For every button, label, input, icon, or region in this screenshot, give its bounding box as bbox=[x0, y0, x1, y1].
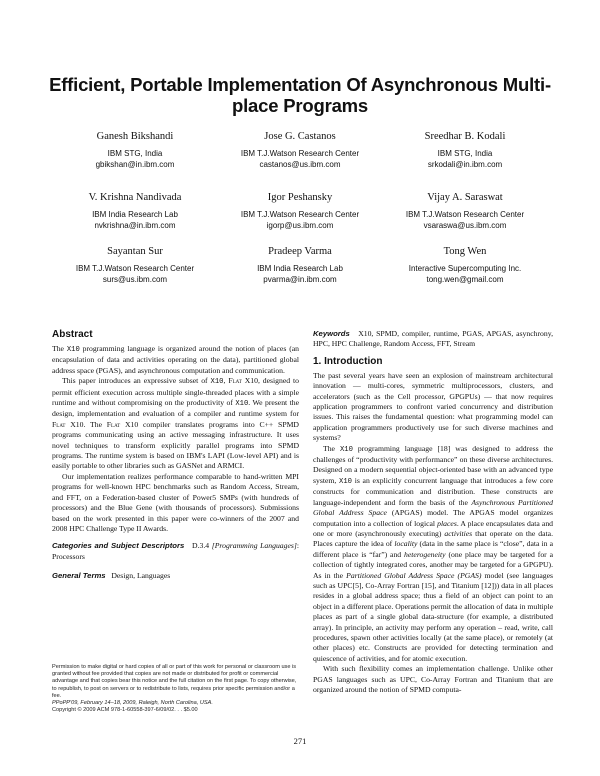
author-name: Igor Peshansky bbox=[267, 192, 333, 203]
right-column bbox=[313, 329, 553, 695]
paper-title: Efficient, Portable Implementation Of Asynchronous Multi-place Programs bbox=[49, 74, 551, 116]
author-affiliation: IBM T.J.Watson Research Center bbox=[240, 210, 360, 219]
author-affiliation: IBM India Research Lab bbox=[257, 264, 343, 273]
introduction-heading: 1. Introduction bbox=[313, 355, 383, 367]
author-email: pvarma@in.ibm.com bbox=[263, 275, 337, 284]
author-name: Pradeep Varma bbox=[268, 246, 332, 257]
left-column bbox=[52, 329, 299, 582]
author-affiliation: IBM T.J.Watson Research Center bbox=[405, 210, 525, 219]
author-block bbox=[40, 130, 230, 170]
categories-descriptors: Categories and Subject Descriptors D.3.4 [Programming Languages]: Processors bbox=[52, 541, 300, 561]
conference-line: PPoPP'09, February 14–18, 2009, Raleigh, North Carolina, USA. bbox=[52, 700, 213, 707]
intro-paragraph: The X10 programming language [18] was designed to address the challenges of “productivity with performance” on these diverse architectures. Designed on a modern sequential object-oriented base with an advanced type system, X10 is an explicitly concurrent language that introduces a few core constructs for communication and distribution. These constructs are language-independent and form the basis of the Asynchronous Partitioned Global Address Space (APGAS) model. The APGAS model organizes computation into a collection of logical places. A place encapsulates data and one or more (asynchronously executing) activities that operate on the data. Places capture the idea of locality (data in the same place is “close”, data in a different place is “far”) and heterogeneity (one place may be targeted for a collection of tightly integrated cores, another may be targeted for a GPGPU). As in the Partitioned Global Address Space (PGAS) model (see languages such as UPC[5], Co-Array Fortran [15], and Titanium [12])) data in all places resides in a global address space; thus a field of an object can point to an object in a different place. Operations permit the allocation of data in multiple places as part of a single global data-structure (for example, a distributed array). In principle, an activity may perform any operation – read, write, call procedures, spawn other activities locally (at the same place), or remotely (at other places) etc. Constructs are provided for detecting termination and quiescence of activities, and for atomic execution. bbox=[313, 443, 554, 663]
author-email: gbikshan@in.ibm.com bbox=[95, 160, 175, 169]
intro-paragraph: With such flexibility comes an implementation challenge. Unlike other PGAS languages such as UPC, Co-Array Fortran and Titanium that are organized around the notion of SPMD computa- bbox=[313, 664, 553, 694]
permission-text: Permission to make digital or hard copies of all or part of this work for personal or classroom use is granted without fee provided that copies are not made or distributed for profit or commercial advantage and that copies bear this notice and the full citation on the first page. To copy otherwise, to republish, to post on servers or to redistribute to lists, requires prior specific permission and/or a fee. bbox=[52, 664, 297, 699]
author-affiliation: Interactive Supercomputing Inc. bbox=[408, 264, 522, 273]
author-name: Sreedhar B. Kodali bbox=[424, 131, 506, 142]
author-email: igorp@us.ibm.com bbox=[266, 221, 334, 230]
keywords: Keywords X10, SPMD, compiler, runtime, PGAS, APGAS, asynchrony, HPC, HPC Challenge, Random Access, FFT, Stream bbox=[313, 329, 553, 349]
author-block bbox=[40, 245, 230, 285]
author-email: tong.wen@gmail.com bbox=[426, 275, 504, 284]
author-name: Ganesh Bikshandi bbox=[96, 131, 174, 142]
author-affiliation: IBM India Research Lab bbox=[92, 210, 178, 219]
author-affiliation: IBM T.J.Watson Research Center bbox=[75, 264, 195, 273]
intro-paragraph: The past several years have seen an explosion of mainstream architectural innovation — multi-cores, symmetric multiprocessors, clusters, and accelerators (such as the Cell processor, GPGPUs) — that now requires application programmers to confront varied concurrency and distribution issues. This raises the fundamental question: what programming model can application programmers productively use for such diverse machines and systems? bbox=[313, 370, 553, 443]
author-name: V. Krishna Nandivada bbox=[88, 192, 182, 203]
author-block bbox=[205, 130, 395, 170]
author-block bbox=[370, 245, 560, 285]
author-name: Tong Wen bbox=[443, 246, 487, 257]
author-email: nvkrishna@in.ibm.com bbox=[94, 221, 176, 230]
author-email: vsaraswa@us.ibm.com bbox=[423, 221, 507, 230]
author-affiliation: IBM STG, India bbox=[437, 149, 493, 158]
abstract-paragraph: This paper introduces an expressive subset of X10, Flat X10, designed to permit efficient execution across multiple single-threaded places with a simple runtime and without compromising on the productivity of X10. We present the design, implementation and evaluation of a compiler and runtime system for Flat X10. The Flat X10 compiler translates programs into C++ SPMD programs communicating using an active messaging infrastructure. It uses novel techniques to transform explicitly parallel programs into SPMD programs. The runtime system is based on IBM's LAPI (Low-level API) and is easily portable to other libraries such as GASNet and ARMCI. bbox=[52, 376, 300, 471]
author-block bbox=[40, 191, 230, 231]
author-block bbox=[205, 245, 395, 285]
author-block bbox=[205, 191, 395, 231]
general-terms: General Terms Design, Languages bbox=[52, 571, 171, 581]
permission-notice bbox=[52, 664, 299, 714]
author-name: Jose G. Castanos bbox=[264, 131, 336, 142]
author-name: Sayantan Sur bbox=[107, 246, 163, 257]
copyright-line: Copyright © 2009 ACM 978-1-60558-397-6/09/02. . . $5.00 bbox=[52, 707, 198, 714]
abstract-paragraph: Our implementation realizes performance comparable to hand-written MPI programs for well-known HPC benchmarks such as Random Access, Stream, and FFT, on a Federation-based cluster of Power5 SMPs (with hundreds of processors) and the Blue Gene (with thousands of processors). Submissions based on the work presented in this paper were co-winners of the 2007 and 2008 HPC Challenge Type II Awards. bbox=[52, 471, 299, 533]
author-email: surs@us.ibm.com bbox=[102, 275, 168, 284]
abstract-heading: Abstract bbox=[52, 329, 93, 340]
author-name: Vijay A. Saraswat bbox=[427, 192, 503, 203]
author-email: srkodali@in.ibm.com bbox=[427, 160, 503, 169]
author-block bbox=[370, 130, 560, 170]
author-affiliation: IBM STG, India bbox=[107, 149, 163, 158]
page-number: 271 bbox=[293, 736, 307, 746]
author-email: castanos@us.ibm.com bbox=[259, 160, 341, 169]
author-affiliation: IBM T.J.Watson Research Center bbox=[240, 149, 360, 158]
author-block bbox=[370, 191, 560, 231]
abstract-paragraph: The X10 programming language is organized around the notion of places (an encapsulation of data and activities operating on the data), partitioned global address space (PGAS), and asynchronous computation and communication. bbox=[52, 344, 300, 375]
